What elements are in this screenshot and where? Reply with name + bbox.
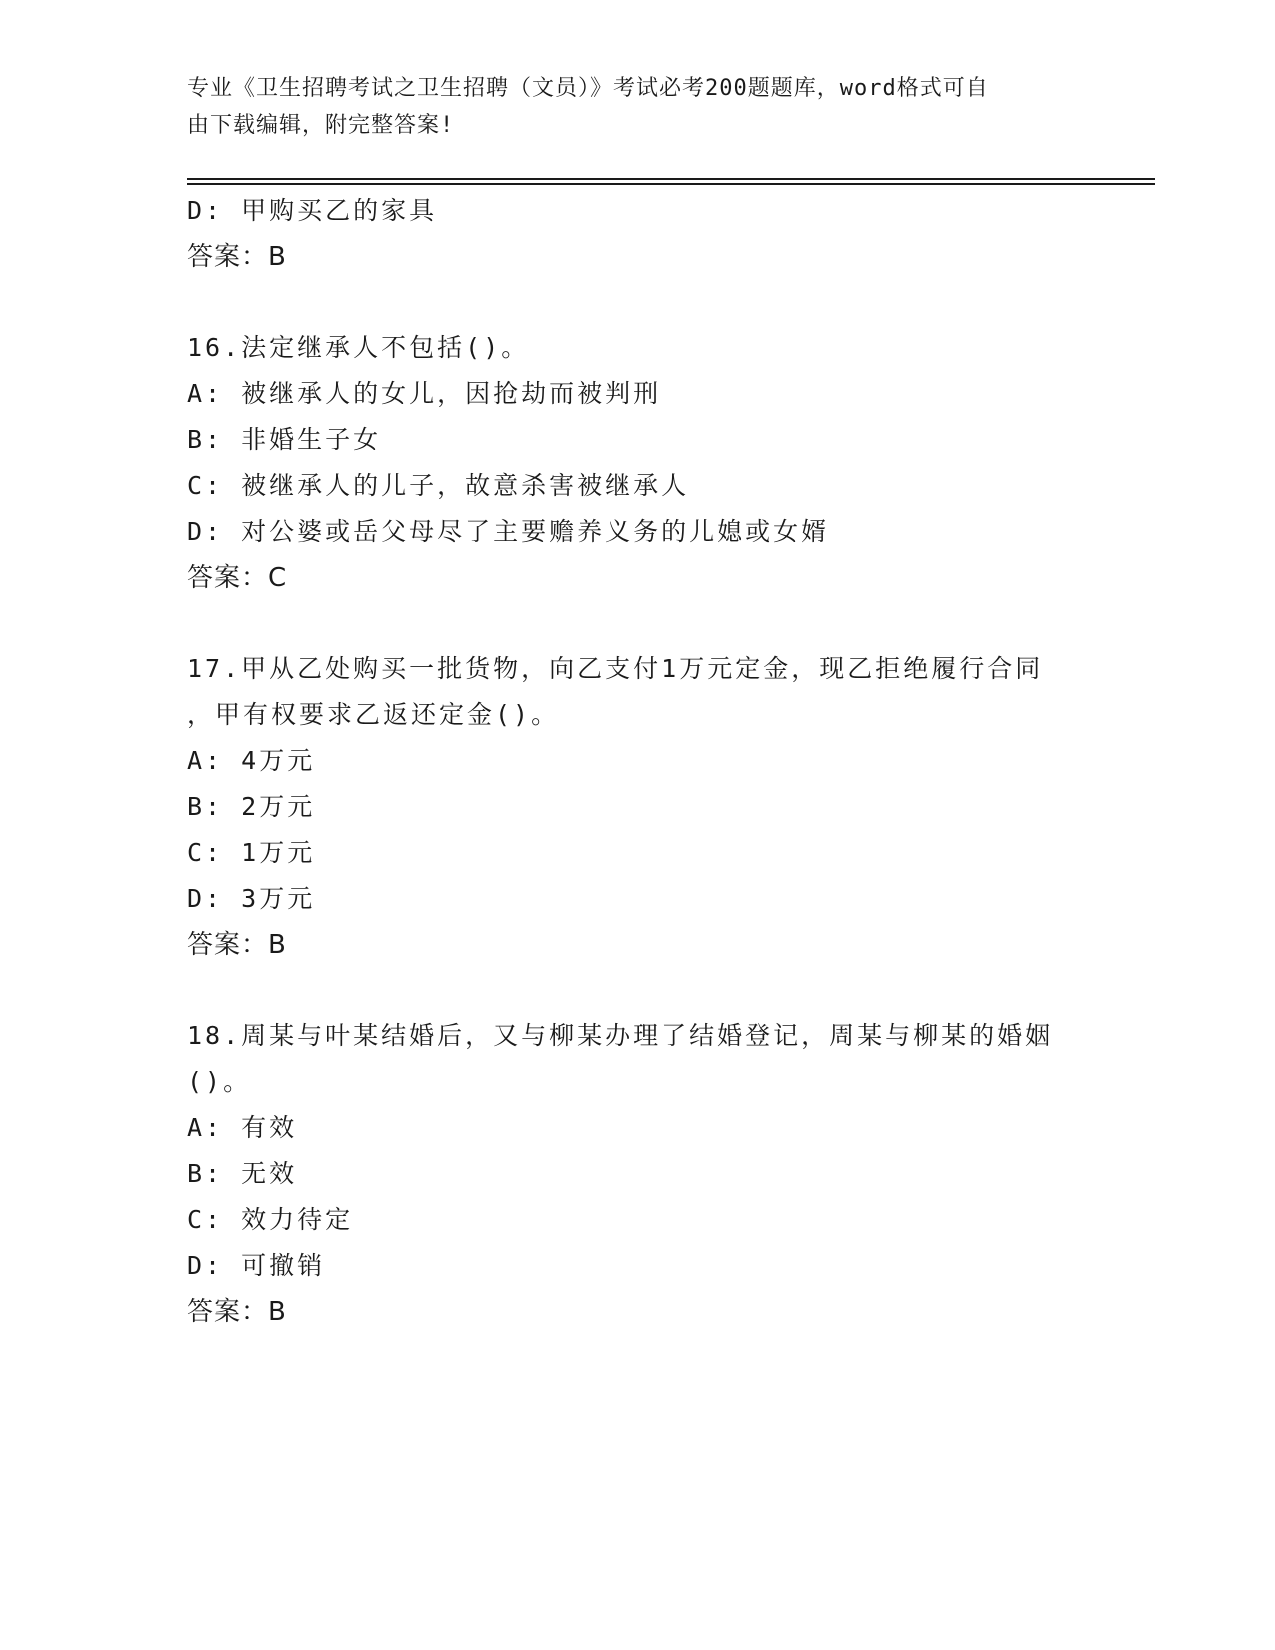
question-list: [187, 188, 1087, 1335]
answer: 答案：B: [187, 242, 287, 272]
header-line-2: 由下载编辑，附完整答案!: [187, 113, 455, 138]
question-17: [187, 646, 1087, 968]
question-stem-continued: ()。: [187, 1067, 252, 1096]
question-18: [187, 1013, 1087, 1335]
option-b: B: 2万元: [187, 792, 316, 821]
option-c: C: 1万元: [187, 838, 316, 867]
answer: 答案：B: [187, 930, 287, 960]
option-d: D: 对公婆或岳父母尽了主要赡养义务的儿媳或女婿: [187, 517, 830, 546]
option-a: A: 4万元: [187, 746, 316, 775]
question-16: [187, 325, 1087, 601]
answer: 答案：B: [187, 1297, 287, 1327]
document-header: [187, 70, 1067, 144]
answer: 答案：C: [187, 563, 288, 593]
header-line-1: 专业《卫生招聘考试之卫生招聘（文员）》考试必考200题题库，word格式可自: [187, 76, 989, 101]
option-b: B: 无效: [187, 1159, 298, 1188]
option-b: B: 非婚生子女: [187, 425, 382, 454]
option-d: D: 3万元: [187, 884, 316, 913]
option-c: C: 被继承人的儿子，故意杀害被继承人: [187, 471, 690, 500]
option-a: A: 被继承人的女儿，因抢劫而被判刑: [187, 379, 662, 408]
header-divider-bottom: [187, 183, 1155, 185]
option-d: D: 可撤销: [187, 1251, 326, 1280]
option-c: C: 效力待定: [187, 1205, 354, 1234]
question-stem: 18.周某与叶某结婚后，又与柳某办理了结婚登记，周某与柳某的婚姻: [187, 1021, 1054, 1050]
question-stem-continued: ，甲有权要求乙返还定金()。: [187, 700, 560, 729]
header-divider-top: [187, 178, 1155, 180]
question-stem: 16.法定继承人不包括()。: [187, 333, 530, 362]
question-stem: 17.甲从乙处购买一批货物，向乙支付1万元定金，现乙拒绝履行合同: [187, 654, 1044, 683]
option-d: D: 甲购买乙的家具: [187, 196, 438, 225]
option-a: A: 有效: [187, 1113, 298, 1142]
question-15-tail: [187, 188, 1087, 280]
